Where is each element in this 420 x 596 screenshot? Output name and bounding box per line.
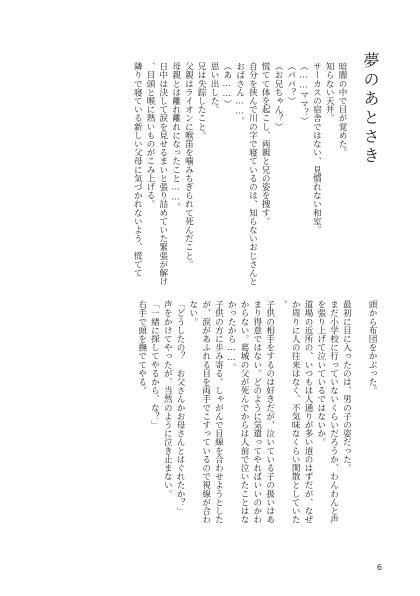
text-line: ない。 [187, 300, 198, 326]
text-line: おばさん……。 [234, 62, 245, 125]
text-line: 頭から布団をかぶった。 [367, 300, 377, 395]
text-line: 、目頭と喉に熱いものがこみ上げる。 [145, 62, 156, 209]
text-line: 思い出した。 [209, 62, 220, 114]
text-line: サーカスの宿舎ではない、見慣れない和室。 [311, 62, 322, 234]
text-line: 父親はライオンに喉笛を噛みちぎられて死んだこと。 [183, 62, 194, 269]
text-line: まり得意ではない。どのように気遣ってやればいいのかわ [251, 300, 262, 524]
text-line: か周りに人の往来はなく、不気味なくらい閑散としていた [290, 300, 301, 524]
text-line: 最初に目に入ったのは、男の子の姿だった。 [341, 300, 352, 472]
text-line: 隣りで寝ている新しい父母に気づかれないよう、慌てて [132, 62, 143, 277]
text-line: 「どうしたの？ お父さんかお母さんとはぐれたか？」 [175, 300, 186, 515]
page-number: 6 [376, 563, 382, 572]
text-line: 声をかけてやったが、当然のように泣き止まない。 [162, 300, 173, 498]
text-line: （パパ？） [285, 62, 296, 105]
text-line: 暗闇の中で目が覚めた。 [337, 62, 347, 157]
chapter-title: 夢のあとさき [361, 52, 380, 166]
blank-line [350, 300, 363, 528]
text-line: 道場の近所の、いつもは人通りが多い道のはずだが、なぜ [303, 300, 314, 524]
text-line: かったから……。 [226, 300, 237, 372]
text-line: 日中は決して涙を見せるまいと張り詰めていた緊張が解け [157, 62, 168, 286]
text-line: （お兄ちゃん？） [273, 62, 284, 131]
text-line: 子供の方に歩み寄る。しゃがんで目線を合わせようとした [213, 300, 224, 524]
text-line: まだ小学校に行っていないくらいだろうか、わんわんと声 [328, 300, 339, 524]
text-line: 「一緒に探してやるから、な？」 [149, 300, 160, 429]
text-line: 子供の相手をするのは好きだが、泣いている子の扱いはあ [264, 300, 275, 524]
text-line: （……ママ？） [298, 62, 309, 125]
text-line: （あ……） [221, 62, 232, 108]
text-line: を張り上げて泣いているではないか。 [315, 300, 326, 447]
text-line: 知らない天井。 [324, 62, 335, 123]
lower-text-block [133, 300, 376, 528]
text-line: 母親とは離れ離れになったこと……。 [170, 62, 181, 211]
text-line: 。 [277, 300, 288, 309]
text-line: からない。葛城の父が死んでからは人前で泣いたことはな [239, 300, 250, 524]
upper-text-block [128, 62, 346, 292]
text-line: が、涙があふれる目を両手でこすっているので視線が合わ [200, 300, 211, 524]
text-line: 自分を挟んで川の字で寝ているのは、知らないおじさんと [247, 62, 258, 286]
text-line: 右手で頭を撫でてやる。 [136, 300, 147, 395]
text-line: 慌てて体を起こし、両親と兄の姿を捜す。 [260, 62, 271, 226]
text-line: 兄は失踪したこと。 [196, 62, 207, 140]
